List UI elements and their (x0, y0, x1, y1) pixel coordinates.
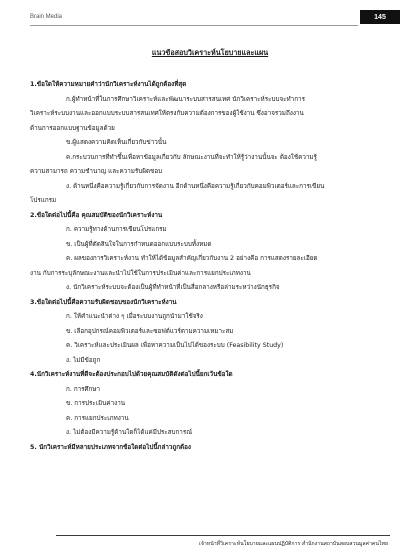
footer-divider (56, 535, 390, 536)
q4-option-a: ก. การศึกษา (66, 385, 101, 393)
q1-option-a: ก.ผู้ทำหน้าที่ในการศึกษาวิเคราะห์และพัฒนาระบบสารสนเทศ นักวิเคราะห์ระบบจะทำการ (66, 95, 305, 103)
question-2: 2.ข้อใดต่อไปนี้คือ คุณสมบัติของนักวิเคราะห์งาน (30, 211, 163, 219)
footer-text: เจ้าหน้าที่วิเคราะห์นโยบายและแผนปฏิบัติการ สำนักงานสถาบันสอบสวนมูลค่าคนไทย (199, 541, 388, 547)
q2-option-c: ค. ผลของการวิเคราะห์งาน ทำให้ได้ข้อมูลสำคัญเกี่ยวกับงาน 2 อย่างคือ การแสดงรายละเอียด (66, 255, 318, 262)
brand-label: Brain Media (30, 14, 63, 20)
page-title: แนวข้อสอบวิเคราะห์นโยบายและแผน (151, 48, 269, 57)
q1-option-c: ค.กระบวนการที่ทำขึ้นเพื่อหาข้อมูลเกี่ยวกับ ลักษณะงานที่จะทำให้รู้ว่างานนั้นจะ ต้องใช้ความรู้ (66, 153, 317, 161)
q4-option-b: ข. การประเมินค่างาน (66, 400, 126, 407)
q2-option-d: ง. นักวิเคราะห์ระบบจะต้องเป็นผู้ที่ทำหน้าที่เป็นสื่อกลางหรือล่ามระหว่างนักธุรกิจ (66, 284, 280, 291)
q3-option-b: ข. เลือกอุปกรณ์คอมพิวเตอร์และซอฟต์แวร์ตามความเหมาะสม (66, 327, 234, 335)
q1-option-a-continuation: วิเคราะห์ระบบงานและออกแบบระบบสารสนเทศให้ตรงกับความต้องการของผู้ใช้งาน ซึ่งอาจรวมถึงงาน (30, 110, 304, 117)
q1-option-a-continuation: ด้านการออกแบบฐานข้อมูลด้วย (30, 124, 115, 132)
q4-option-c: ค. การแยกประเภทงาน (66, 414, 129, 422)
q1-option-b: ข.ผู้แสดงความคิดเห็นเกี่ยวกับข่าวนั้น (66, 139, 167, 146)
q3-option-c: ค. วิเคราะห์และประเมินผล เพื่อหาความเป็นไปได้ของระบบ (Feasibility Study) (66, 342, 284, 349)
question-list (30, 80, 394, 452)
question-3: 3.ข้อใดต่อไปนี้คือความรับผิดชอบของนักวิเคราะห์งาน (30, 298, 177, 306)
q2-option-c-continuation: งาน กับการระบุลักษณะงานและนำไปใช้ในการประเมินค่าและการแยกประเภทงาน (30, 269, 251, 277)
question-1: 1.ข้อใดให้ความหมายคำว่านักวิเคราะห์งานได้ถูกต้องที่สุด (30, 81, 187, 88)
q2-option-b: ข. เป็นผู้ที่ตัดสินใจในการกำหนดออกแบบระบบทั้งหมด (66, 240, 212, 248)
q1-option-d: ง. ด้านหนึ่งคือความรู้เกี่ยวกับการจัดงาน อีกด้านหนึ่งคือความรู้เกี่ยวกับคอมพิวเตอร์และการเขียน (66, 182, 325, 190)
q1-option-c-continuation: ความสามารถ ความชำนาญ และความรับผิดชอบ (30, 168, 163, 175)
q3-option-d: ง. ไม่มีข้อถูก (66, 356, 101, 364)
q1-option-d-continuation: โปรแกรม (30, 197, 57, 204)
q3-option-a: ก. ให้คำแนะนำต่าง ๆ เมื่อระบบงานถูกนำมาใช้จริง (66, 313, 203, 320)
q4-option-d: ง. ไม่ต้องมีความรู้ด้านใดก็ได้แค่มีประสบการณ์ (66, 429, 193, 436)
question-5: 5. นักวิเคราะห์มีหลายประเภทจากข้อใดต่อไปนี้กล่าวถูกต้อง (30, 443, 191, 451)
q2-option-a: ก. ความรู้ทางด้านการเขียนโปรแกรม (66, 226, 167, 233)
page-number-badge: 145 (360, 10, 400, 24)
header-divider (30, 25, 358, 26)
question-4: 4.นักวิเคราะห์งานที่ดีจะต้องประกอบไปด้วยคุณสมบัติดังต่อไปนี้ยกเว้นข้อใด (30, 371, 233, 378)
